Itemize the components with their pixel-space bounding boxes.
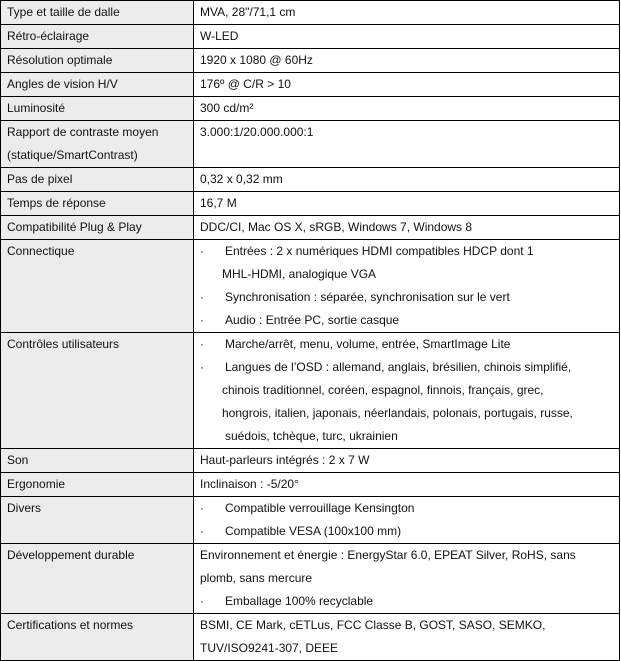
spec-value-cell [194,240,620,333]
spec-row [1,333,620,449]
spec-value-cell [194,168,620,192]
spec-value-text: Compatible verrouillage Kensington [225,501,415,515]
spec-label-cell [1,240,194,333]
spec-value-text: 0,32 x 0,32 mm [200,172,283,186]
spec-label-cell [1,49,194,73]
spec-label: Contrôles utilisateurs [7,337,120,351]
spec-label-cell [1,25,194,49]
spec-value-text: Entrées : 2 x numériques HDMI compatibles HDCP dont 1 [225,244,534,258]
spec-value-cell [194,333,620,449]
spec-bullet-item [200,240,613,263]
spec-label: Compatibilité Plug & Play [7,220,142,234]
spec-value-cell [194,216,620,240]
spec-label-cell [1,192,194,216]
spec-value-text: Emballage 100% recyclable [225,594,374,608]
spec-label-cell [1,614,194,661]
spec-value-text: Audio : Entrée PC, sortie casque [225,313,400,327]
spec-value-cell [194,73,620,97]
spec-label-cell [1,97,194,121]
spec-label: Connectique [7,244,75,258]
spec-label: Développement durable [7,548,135,562]
spec-bullet-item [200,286,613,309]
spec-bullet-item [200,590,613,613]
bullet-dot-icon: · [200,290,204,304]
spec-label-cell [1,168,194,192]
spec-value-text: Marche/arrêt, menu, volume, entrée, SmartImage Lite [225,337,511,351]
spec-row [1,49,620,73]
spec-value-text: MHL-HDMI, analogique VGA [222,267,377,281]
spec-value-cell [194,449,620,473]
spec-value-text: MVA, 28"/71,1 cm [200,5,296,19]
spec-row [1,168,620,192]
bullet-dot-icon: · [200,244,204,258]
spec-value-cell [194,544,620,614]
spec-row [1,240,620,333]
spec-bullet-item [200,497,613,520]
spec-value-text [200,144,613,167]
spec-label: Rétro-éclairage [7,29,90,43]
spec-label-cell [1,216,194,240]
spec-row [1,97,620,121]
spec-label: (statique/SmartContrast) [7,148,138,162]
spec-label: Résolution optimale [7,53,113,67]
spec-value-text: Compatible VESA (100x100 mm) [225,524,402,538]
spec-value-text: suédois, tchèque, turc, ukrainien [225,429,398,443]
spec-value-text: hongrois, italien, japonais, néerlandais, polonais, portugais, russe, [222,406,573,420]
spec-row [1,449,620,473]
spec-label-cell [1,473,194,497]
spec-row [1,73,620,97]
spec-bullet-item [200,520,613,543]
spec-value-text: W-LED [200,29,239,43]
bullet-dot-icon: · [200,337,204,351]
spec-value-text: Environnement et énergie : EnergyStar 6.0, EPEAT Silver, RoHS, sans [200,548,576,562]
spec-value-cell [194,97,620,121]
spec-bullet-item [200,309,613,332]
spec-value-text: TUV/ISO9241-307, DEEE [200,641,339,655]
spec-value-text: 1920 x 1080 @ 60Hz [200,53,313,67]
spec-value-cell [194,497,620,544]
spec-label-cell [1,497,194,544]
spec-value-text: Synchronisation : séparée, synchronisation sur le vert [225,290,510,304]
spec-label-cell [1,121,194,168]
spec-row [1,1,620,25]
spec-bullet-item [200,333,613,356]
spec-value-text: Haut-parleurs intégrés : 2 x 7 W [200,453,370,467]
bullet-dot-icon: · [200,594,204,608]
spec-value-cell [194,1,620,25]
spec-bullet-item [200,356,613,379]
spec-value-cell [194,473,620,497]
spec-label: Certifications et normes [7,618,134,632]
spec-label-cell [1,73,194,97]
spec-label: Rapport de contraste moyen [7,125,159,139]
spec-label: Temps de réponse [7,196,106,210]
spec-label-cell [1,333,194,449]
spec-row [1,497,620,544]
spec-label-cell [1,544,194,614]
spec-row [1,216,620,240]
spec-row [1,25,620,49]
spec-value-text: 16,7 M [200,196,237,210]
spec-value-text: Langues de l’OSD : allemand, anglais, brésilien, chinois simplifié, [225,360,572,374]
bullet-dot-icon: · [200,524,204,538]
spec-value-text: 3.000:1/20.000.000:1 [200,125,314,139]
spec-value-text: chinois traditionnel, coréen, espagnol, finnois, français, grec, [222,383,544,397]
spec-value-text: BSMI, CE Mark, cETLus, FCC Classe B, GOST, SASO, SEMKO, [200,618,546,632]
bullet-dot-icon: · [200,360,204,374]
spec-table-body [1,1,620,661]
spec-label-cell [1,449,194,473]
spec-label: Pas de pixel [7,172,73,186]
spec-value-cell [194,614,620,661]
spec-value-text: Inclinaison : -5/20° [200,477,299,491]
spec-label: Angles de vision H/V [7,77,118,91]
spec-label: Divers [7,501,42,515]
spec-label: Son [7,453,29,467]
spec-value-text: DDC/CI, Mac OS X, sRGB, Windows 7, Windows 8 [200,220,473,234]
spec-value-cell [194,25,620,49]
spec-value-text: 300 cd/m² [200,101,254,115]
spec-value-text: 176º @ C/R > 10 [200,77,291,91]
spec-label: Luminosité [7,101,66,115]
spec-label: Ergonomie [7,477,66,491]
spec-label: Type et taille de dalle [7,5,120,19]
spec-label-cell [1,1,194,25]
bullet-dot-icon: · [200,313,204,327]
spec-row [1,473,620,497]
spec-value-cell [194,49,620,73]
spec-value-cell [194,192,620,216]
spec-row [1,121,620,168]
spec-value-text: plomb, sans mercure [200,571,313,585]
spec-value-cell [194,121,620,168]
spec-row [1,544,620,614]
spec-row [1,192,620,216]
spec-row [1,614,620,661]
bullet-dot-icon: · [200,501,204,515]
